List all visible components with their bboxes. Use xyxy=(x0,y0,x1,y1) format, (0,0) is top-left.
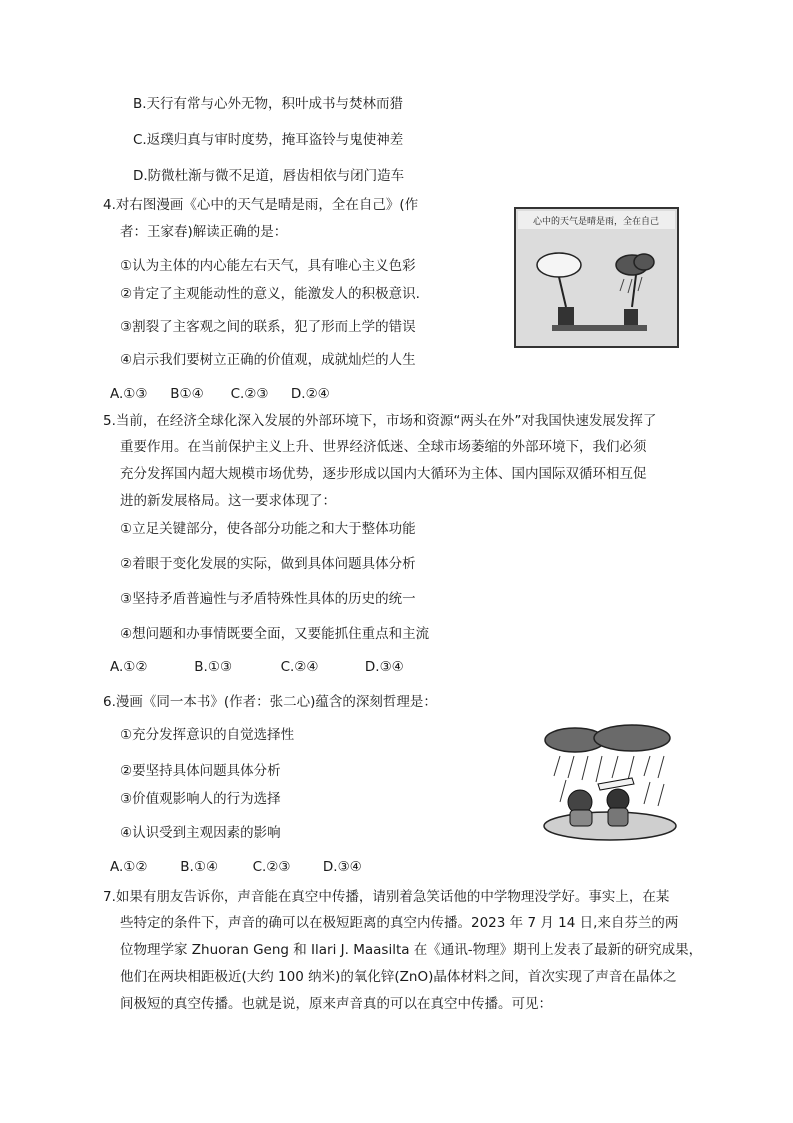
q5-option-d: D.③④ xyxy=(364,659,404,675)
q4-cartoon xyxy=(514,207,679,348)
q7-stem-line-1: 7.如果有朋友告诉你，声音能在真空中传播，请别着急笑话他的中学物理没学好。事实上，在某 xyxy=(103,889,670,905)
q6-item-3: ③价值观影响人的行为选择 xyxy=(120,791,281,807)
q4-option-b: B①④ xyxy=(170,386,204,402)
q7-stem-line-2: 些特定的条件下，声音的确可以在极短距离的真空内传播。2023 年 7 月 14 日,来自芬兰的两 xyxy=(120,915,679,931)
q6-option-a: A.①② xyxy=(110,859,148,875)
q6-item-4: ④认识受到主观因素的影响 xyxy=(120,825,281,841)
q5-stem-line-1: 5.当前，在经济全球化深入发展的外部环境下，市场和资源“两头在外”对我国快速发展发挥了 xyxy=(103,413,657,429)
q4-option-c: C.②③ xyxy=(230,386,269,402)
q6-item-2: ②要坚持具体问题具体分析 xyxy=(120,763,281,779)
q4-option-d: D.②④ xyxy=(290,386,330,402)
q5-item-4: ④想问题和办事情既要全面，又要能抓住重点和主流 xyxy=(120,626,430,642)
q4-cartoon-caption: 心中的天气是晴是雨，全在自己 xyxy=(532,217,660,227)
q4-item-4: ④启示我们要树立正确的价值观，成就灿烂的人生 xyxy=(120,352,416,368)
q6-option-d: D.③④ xyxy=(322,859,362,875)
q7-stem-line-5: 间极短的真空传播。也就是说，原来声音真的可以在真空中传播。可见： xyxy=(120,996,552,1012)
q5-stem-line-4: 进的新发展格局。这一要求体现了： xyxy=(120,493,336,509)
q6-stem: 6.漫画《同一本书》(作者：张二心)蕴含的深刻哲理是： xyxy=(103,694,437,710)
q7-stem-line-3: 位物理学家 Zhuoran Geng 和 Ilari J. Maasilta 在《通讯-物理》期刊上发表了最新的研究成果， xyxy=(120,942,703,958)
q3-option-d: D.防微杜渐与微不足道，唇齿相依与闭门造车 xyxy=(133,168,405,184)
q6-options xyxy=(110,857,383,877)
q5-option-c: C.②④ xyxy=(280,659,319,675)
q4-item-3: ③割裂了主客观之间的联系，犯了形而上学的错误 xyxy=(120,319,416,335)
q4-option-a: A.①③ xyxy=(110,386,148,402)
q5-stem-line-2: 重要作用。在当前保护主义上升、世界经济低迷、全球市场萎缩的外部环境下，我们必须 xyxy=(120,439,647,455)
q3-option-b: B.天行有常与心外无物，积叶成书与焚林而猎 xyxy=(133,96,404,112)
q6-cartoon-image xyxy=(540,718,680,843)
q6-option-c: C.②③ xyxy=(252,859,291,875)
q6-cartoon xyxy=(540,718,680,843)
q3-option-c: C.返璞归真与审时度势，掩耳盗铃与鬼使神差 xyxy=(133,132,404,148)
q4-item-1: ①认为主体的内心能左右天气，具有唯心主义色彩 xyxy=(120,258,416,274)
q6-option-b: B.①④ xyxy=(180,859,219,875)
q5-options xyxy=(110,657,425,677)
q4-options xyxy=(110,384,347,404)
q5-item-1: ①立足关键部分，使各部分功能之和大于整体功能 xyxy=(120,521,416,537)
q6-item-1: ①充分发挥意识的自觉选择性 xyxy=(120,727,295,743)
q5-option-a: A.①② xyxy=(110,659,148,675)
q5-item-3: ③坚持矛盾普遍性与矛盾特殊性具体的历史的统一 xyxy=(120,591,416,607)
q5-stem-line-3: 充分发挥国内超大规模市场优势，逐步形成以国内大循环为主体、国内国际双循环相互促 xyxy=(120,466,647,482)
q5-item-2: ②着眼于变化发展的实际，做到具体问题具体分析 xyxy=(120,556,416,572)
q7-stem-line-4: 他们在两块相距极近(大约 100 纳米)的氧化锌(ZnO)晶体材料之间，首次实现了声音在晶体之 xyxy=(120,969,677,985)
q4-item-2: ②肯定了主观能动性的意义，能激发人的积极意识. xyxy=(120,286,420,302)
q5-option-b: B.①③ xyxy=(194,659,233,675)
q4-stem-line-1: 4.对右图漫画《心中的天气是晴是雨，全在自己》(作 xyxy=(103,197,419,213)
q4-stem-line-2: 者：王家春)解读正确的是： xyxy=(120,224,288,240)
q4-cartoon-image xyxy=(514,207,679,348)
